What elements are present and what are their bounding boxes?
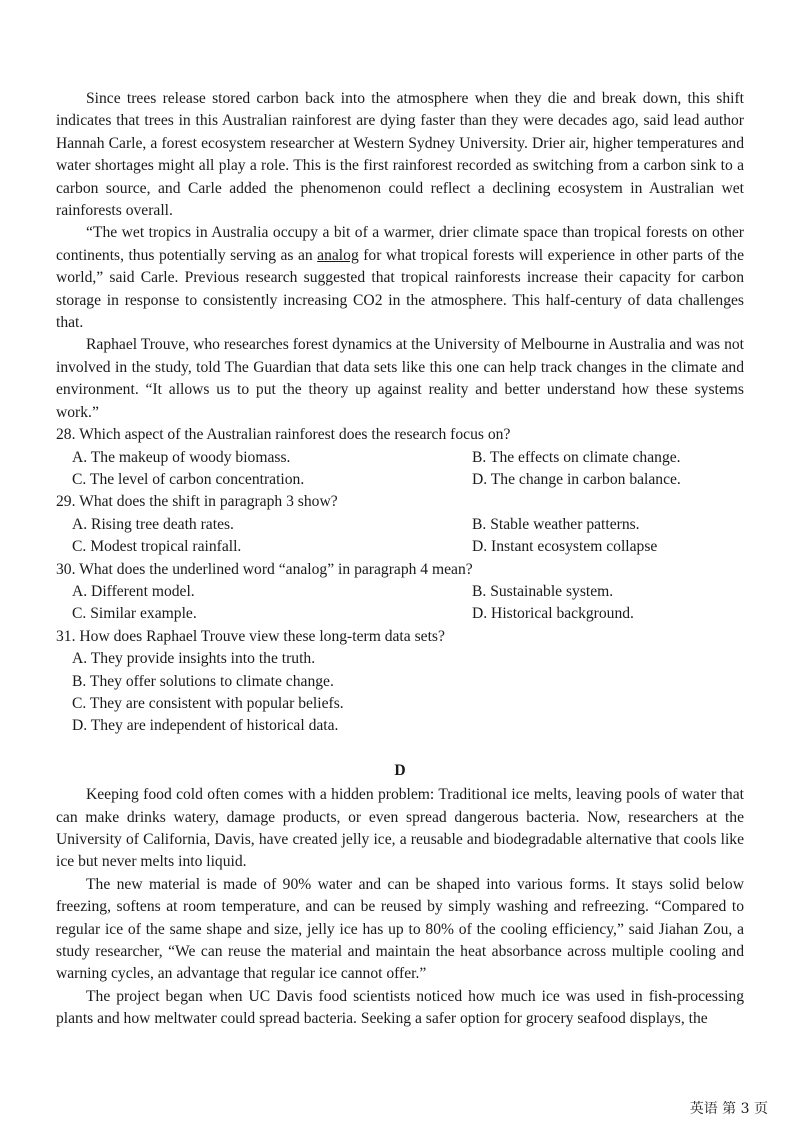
underlined-word-analog: analog	[317, 246, 359, 264]
page-footer: 英语 第 3 页	[689, 1101, 768, 1117]
option-d: D. Historical background.	[472, 605, 634, 623]
passage-c-paragraph-4	[56, 222, 744, 334]
passage-d-paragraph-1: Keeping food cold often comes with a hidden problem: Traditional ice melts, leaving pools of water that can make drinks watery, damage products, or even spread dangerous bacteria. Now, researchers at the University of California, Davis, have created jelly ice, a reusable and biodegradable alternative that cools like ice but never melts into liquid.	[56, 786, 744, 871]
question-stem: 28. Which aspect of the Australian rainforest does the research focus on?	[56, 426, 511, 444]
option-b: B. Stable weather patterns.	[472, 515, 640, 533]
options	[56, 581, 744, 626]
exam-page	[56, 88, 744, 1031]
option-a: A. Different model.	[72, 582, 195, 600]
question-31	[56, 626, 744, 738]
question-stem: 31. How does Raphael Trouve view these long-term data sets?	[56, 627, 445, 645]
option-b: B. Sustainable system.	[472, 582, 614, 600]
options	[56, 447, 744, 492]
option-b: B. The effects on climate change.	[472, 448, 681, 466]
question-30	[56, 559, 744, 626]
option-d: D. The change in carbon balance.	[472, 470, 681, 488]
option-c: C. The level of carbon concentration.	[72, 470, 305, 488]
options	[56, 514, 744, 559]
section-d-title: D	[394, 761, 406, 779]
option-d: D. Instant ecosystem collapse	[472, 538, 658, 556]
passage-d-paragraph-2: The new material is made of 90% water and can be shaped into various forms. It stays solid below freezing, softens at room temperature, and can be reused by simply washing and refreezing. “Compared to regular ice of the same shape and size, jelly ice has up to 80% of the cooling efficiency,” said Jiahan Zou, a study researcher, “We can reuse the material and maintain the heat absorbance across multiple cooling and warning cycles, an advantage that regular ice cannot offer.”	[56, 875, 744, 983]
question-stem: 30. What does the underlined word “analog” in paragraph 4 mean?	[56, 560, 473, 578]
passage-c-paragraph-3: Since trees release stored carbon back into the atmosphere when they die and break down, this shift indicates that trees in this Australian rainforest are dying faster than they were decades ago, said lead author Hannah Carle, a forest ecosystem researcher at Western Sydney University. Drier air, higher temperatures and water shortages might all play a role. This is the first rainforest recorded as switching from a carbon sink to a carbon source, and Carle added the phenomenon could reflect a declining ecosystem in Australian wet rainforests overall.	[56, 90, 744, 220]
option-a: A. Rising tree death rates.	[72, 515, 234, 533]
passage-d-paragraph-3: The project began when UC Davis food scientists noticed how much ice was used in fish-processing plants and how meltwater could spread bacteria. Seeking a safer option for grocery seafood displays, the	[56, 987, 744, 1028]
question-28	[56, 424, 744, 491]
option-c: C. Modest tropical rainfall.	[72, 538, 242, 556]
passage-c-paragraph-5: Raphael Trouve, who researches forest dynamics at the University of Melbourne in Australia and was not involved in the study, told The Guardian that data sets like this one can help track changes in the climate and environment. “It allows us to put the theory up against reality and better understand how these systems work.”	[56, 336, 744, 421]
paragraph-4-text-after: for what tropical forests will experience in other parts of the world,” said Carle. Previous research suggested that tropical rainforests increase their capacity for carbon storage in response to consistently increasing CO2 in the atmosphere. This half-century of data challenges that.	[56, 246, 744, 332]
paragraph-4-text-before: “The wet tropics in Australia occupy a bit of a warmer, drier climate space than tropical forests on other continents, thus potentially serving as an	[56, 224, 744, 264]
options	[56, 648, 744, 738]
question-stem: 29. What does the shift in paragraph 3 show?	[56, 493, 338, 511]
option-b: B. They offer solutions to climate change.	[72, 672, 334, 690]
option-c: C. They are consistent with popular beliefs.	[72, 694, 344, 712]
option-a: A. They provide insights into the truth.	[72, 650, 316, 668]
option-c: C. Similar example.	[72, 605, 197, 623]
option-a: A. The makeup of woody biomass.	[72, 448, 291, 466]
question-29	[56, 491, 744, 558]
option-d: D. They are independent of historical data.	[72, 717, 339, 735]
